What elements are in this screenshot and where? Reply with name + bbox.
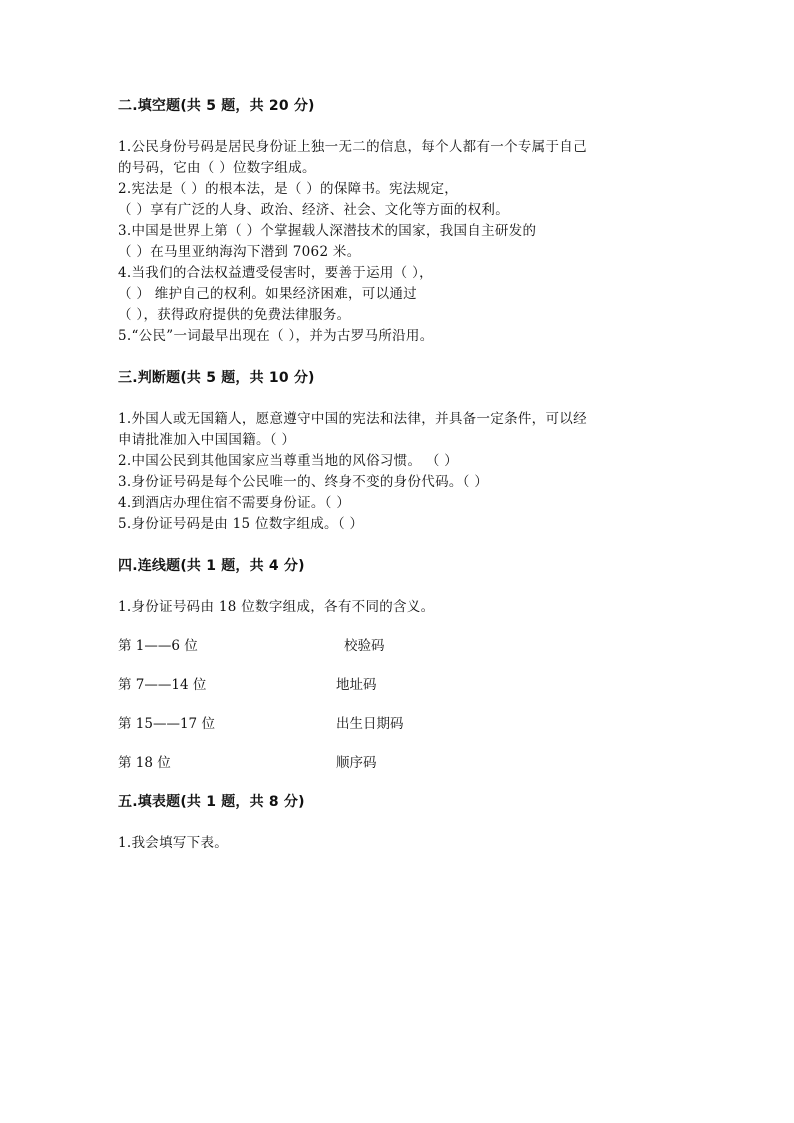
matching-question: 1.身份证号码由 18 位数字组成，各有不同的含义。 — [118, 599, 435, 615]
fill-blank-line: （ ），获得政府提供的免费法律服务。 — [118, 307, 351, 323]
matching-heading: 四.连线题(共 1 题，共 4 分) — [118, 558, 305, 574]
matching-row — [118, 636, 678, 675]
matching-row — [118, 753, 678, 792]
fill-blank-line: 2.宪法是（ ）的根本法，是（ ）的保障书。宪法规定， — [118, 181, 459, 197]
document-page — [118, 96, 678, 854]
true-false-line: 2.中国公民到其他国家应当尊重当地的风俗习惯。 （ ） — [118, 453, 459, 469]
matching-right-item: 校验码 — [344, 638, 385, 654]
matching-right-item: 出生日期码 — [336, 716, 404, 732]
true-false-line: 1.外国人或无国籍人，愿意遵守中国的宪法和法律，并具备一定条件，可以经 — [118, 411, 587, 427]
matching-left-item: 第 18 位 — [118, 755, 171, 771]
matching-row — [118, 675, 678, 714]
table-fill-heading: 五.填表题(共 1 题，共 8 分) — [118, 794, 305, 810]
matching-left-item: 第 1——6 位 — [118, 638, 198, 654]
true-false-line: 4.到酒店办理住宿不需要身份证。（ ） — [118, 495, 351, 511]
fill-blank-line: 的号码，它由（ ）位数字组成。 — [118, 160, 316, 176]
true-false-line: 申请批准加入中国国籍。（ ） — [118, 432, 296, 448]
fill-blank-line: （ ）享有广泛的人身、政治、经济、社会、文化等方面的权利。 — [118, 202, 509, 218]
true-false-line: 3.身份证号码是每个公民唯一的、终身不变的身份代码。（ ） — [118, 474, 489, 490]
fill-blank-line: 1.公民身份号码是居民身份证上独一无二的信息，每个人都有一个专属于自己 — [118, 139, 587, 155]
matching-right-item: 地址码 — [336, 677, 377, 693]
fill-blank-line: （ ） 维护自己的权利。如果经济困难，可以通过 — [118, 286, 417, 302]
true-false-heading: 三.判断题(共 5 题，共 10 分) — [118, 370, 315, 386]
fill-blank-line: （ ）在马里亚纳海沟下潜到 7062 米。 — [118, 244, 361, 260]
matching-row — [118, 714, 678, 753]
matching-left-item: 第 7——14 位 — [118, 677, 207, 693]
matching-right-item: 顺序码 — [336, 755, 377, 771]
fill-blank-line: 5.“公民”一词最早出现在（ ），并为古罗马所沿用。 — [118, 328, 434, 344]
table-fill-question: 1.我会填写下表。 — [118, 835, 229, 851]
matching-left-item: 第 15——17 位 — [118, 716, 215, 732]
fill-blank-line: 3.中国是世界上第（ ）个掌握载人深潜技术的国家，我国自主研发的 — [118, 223, 537, 239]
fill-blank-heading: 二.填空题(共 5 题，共 20 分) — [118, 98, 315, 114]
true-false-line: 5.身份证号码是由 15 位数字组成。（ ） — [118, 516, 364, 532]
fill-blank-line: 4.当我们的合法权益遭受侵害时，要善于运用（ ）， — [118, 265, 433, 281]
